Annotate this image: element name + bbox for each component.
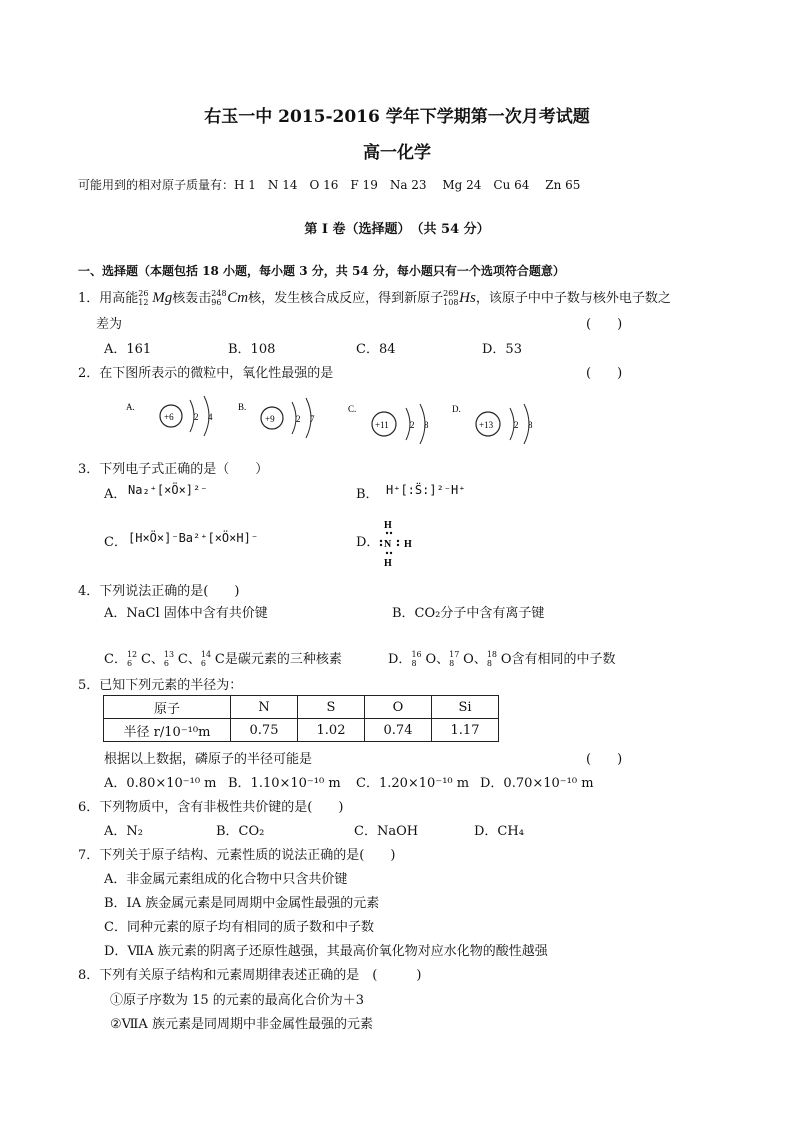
particle-c — [348, 404, 429, 444]
question-4: 4．下列说法正确的是( ) — [78, 584, 240, 599]
q5-option-d: D．0.70×10⁻¹⁰ m — [480, 776, 594, 791]
svg-text:N: N — [384, 539, 392, 550]
svg-text:+9: +9 — [265, 414, 275, 424]
svg-text:H: H — [384, 520, 392, 531]
q3-option-b-label: B． — [356, 487, 379, 502]
q4-option-a: A．NaCl 固体中含有共价键 — [104, 606, 268, 621]
question-1-line2: 差为 — [96, 317, 123, 332]
svg-text:4: 4 — [208, 412, 213, 422]
question-5: 5．已知下列元素的半径为： — [78, 678, 243, 693]
svg-text:+6: +6 — [164, 412, 174, 422]
svg-text:2: 2 — [296, 414, 301, 424]
subject-title: 高一化学 — [363, 143, 431, 163]
q4-option-d: D． 16 8 O、 17 8 O、 18 8 O含有相同的中子数 — [388, 649, 616, 668]
part-heading: 第 I 卷（选择题） （共 54 分） — [304, 222, 490, 237]
particle-b-label: B. — [238, 402, 247, 412]
q7-option-b: B．ⅠA 族金属元素是同周期中金属性最强的元素 — [104, 896, 380, 911]
q3-option-d-label: D． — [356, 535, 380, 550]
q1-option-d: D．53 — [482, 342, 522, 357]
question-2: 2．在下图所表示的微粒中，氧化性最强的是 — [78, 366, 334, 381]
question-2-answer-paren: ( ) — [586, 366, 623, 381]
q7-option-a: A．非金属元素组成的化合物中只含共价键 — [104, 872, 348, 887]
question-1: 1．用高能 26 12 Mg核轰击 248 96 Cm核，发生核合成反应，得到新原子 269 108 Hs，该原子中中子数与核外电子数之 — [78, 288, 671, 307]
svg-text:8: 8 — [424, 420, 429, 430]
table-row-label: 半径 r/10⁻¹⁰m — [104, 719, 231, 742]
q6-option-a: A．N₂ — [104, 824, 143, 839]
svg-text:+11: +11 — [375, 420, 389, 430]
q8-statement-1: ①原子序数为 15 的元素的最高化合价为＋3 — [110, 993, 365, 1008]
table-header-row — [104, 696, 499, 719]
q3-option-a-formula: Na₂⁺[×Ö×]²⁻ — [128, 483, 208, 497]
table-header-cell: O — [365, 696, 432, 719]
q6-option-c: C．NaOH — [354, 824, 419, 839]
ammonia-electron-formula — [378, 518, 418, 570]
table-cell: 1.02 — [298, 719, 365, 742]
table-cell: 0.75 — [231, 719, 298, 742]
particle-d-label: D. — [452, 404, 461, 414]
q6-option-b: B．CO₂ — [216, 824, 265, 839]
particle-a — [126, 396, 213, 436]
q5-option-a: A．0.80×10⁻¹⁰ m — [104, 776, 217, 791]
svg-text:8: 8 — [528, 420, 533, 430]
q4-option-c: C． 12 6 C、 13 6 C、 14 6 C是碳元素的三种核素 — [104, 649, 342, 668]
q6-option-d: D．CH₄ — [474, 824, 524, 839]
q4-option-b: B．CO₂分子中含有离子键 — [392, 606, 545, 621]
question-5-answer-paren: ( ) — [586, 752, 623, 767]
table-header-cell: Si — [432, 696, 499, 719]
svg-text:2: 2 — [514, 420, 519, 430]
particle-a-label: A. — [126, 402, 135, 412]
svg-text:7: 7 — [310, 414, 315, 424]
question-7: 7．下列关于原子结构、元素性质的说法正确的是( ) — [78, 848, 396, 863]
question-3: 3．下列电子式正确的是（ ） — [78, 462, 269, 477]
particle-b — [238, 398, 315, 438]
section-instructions: 一、选择题（本题包括 18 小题，每小题 3 分，共 54 分，每小题只有一个选项符合题意） — [78, 264, 565, 278]
q3-option-a-label: A． — [104, 487, 127, 502]
question-8: 8．下列有关原子结构和元素周期律表述正确的是 ( ) — [78, 968, 422, 983]
atom-structure-diagrams — [120, 390, 560, 444]
svg-text:+13: +13 — [479, 420, 494, 430]
svg-text:H: H — [404, 539, 412, 550]
particle-d — [452, 404, 533, 444]
q7-option-c: C．同种元素的原子均有相同的质子数和中子数 — [104, 920, 374, 935]
q3-option-b-formula: H⁺[:S̈:]²⁻H⁺ — [386, 483, 466, 497]
svg-text:H: H — [384, 558, 392, 569]
q7-option-d: D．ⅦA 族元素的阴离子还原性越强，其最高价氧化物对应水化物的酸性越强 — [104, 944, 548, 959]
q5-option-b: B．1.10×10⁻¹⁰ m — [228, 776, 341, 791]
table-cell: 0.74 — [365, 719, 432, 742]
q3-option-c-label: C． — [104, 535, 127, 550]
svg-text:2: 2 — [410, 420, 415, 430]
question-6: 6．下列物质中，含有非极性共价键的是( ) — [78, 800, 344, 815]
question-5-prompt: 根据以上数据，磷原子的半径可能是 — [104, 752, 313, 767]
svg-text:2: 2 — [194, 412, 199, 422]
table-header-cell: N — [231, 696, 298, 719]
atomic-masses: 可能用到的相对原子质量有：H 1 N 14 O 16 F 19 Na 23 Mg 24 Cu 64 Zn 65 — [78, 178, 581, 192]
question-1-answer-paren: ( ) — [586, 317, 623, 332]
table-cell: 1.17 — [432, 719, 499, 742]
q1-option-c: C．84 — [356, 342, 396, 357]
table-header-cell: 原子 — [104, 696, 231, 719]
particle-c-label: C. — [348, 404, 357, 414]
q8-statement-2: ②ⅦA 族元素是同周期中非金属性最强的元素 — [110, 1017, 373, 1032]
q5-option-c: C．1.20×10⁻¹⁰ m — [356, 776, 470, 791]
radius-table — [103, 695, 499, 742]
q1-option-a: A．161 — [104, 342, 152, 357]
q1-option-b: B．108 — [228, 342, 276, 357]
exam-title: 右玉一中 2015-2016 学年下学期第一次月考试题 — [204, 107, 590, 127]
table-row — [104, 719, 499, 742]
q3-option-c-formula: [H×Ö×]⁻Ba²⁺[×Ö×H]⁻ — [128, 531, 259, 545]
table-header-cell: S — [298, 696, 365, 719]
